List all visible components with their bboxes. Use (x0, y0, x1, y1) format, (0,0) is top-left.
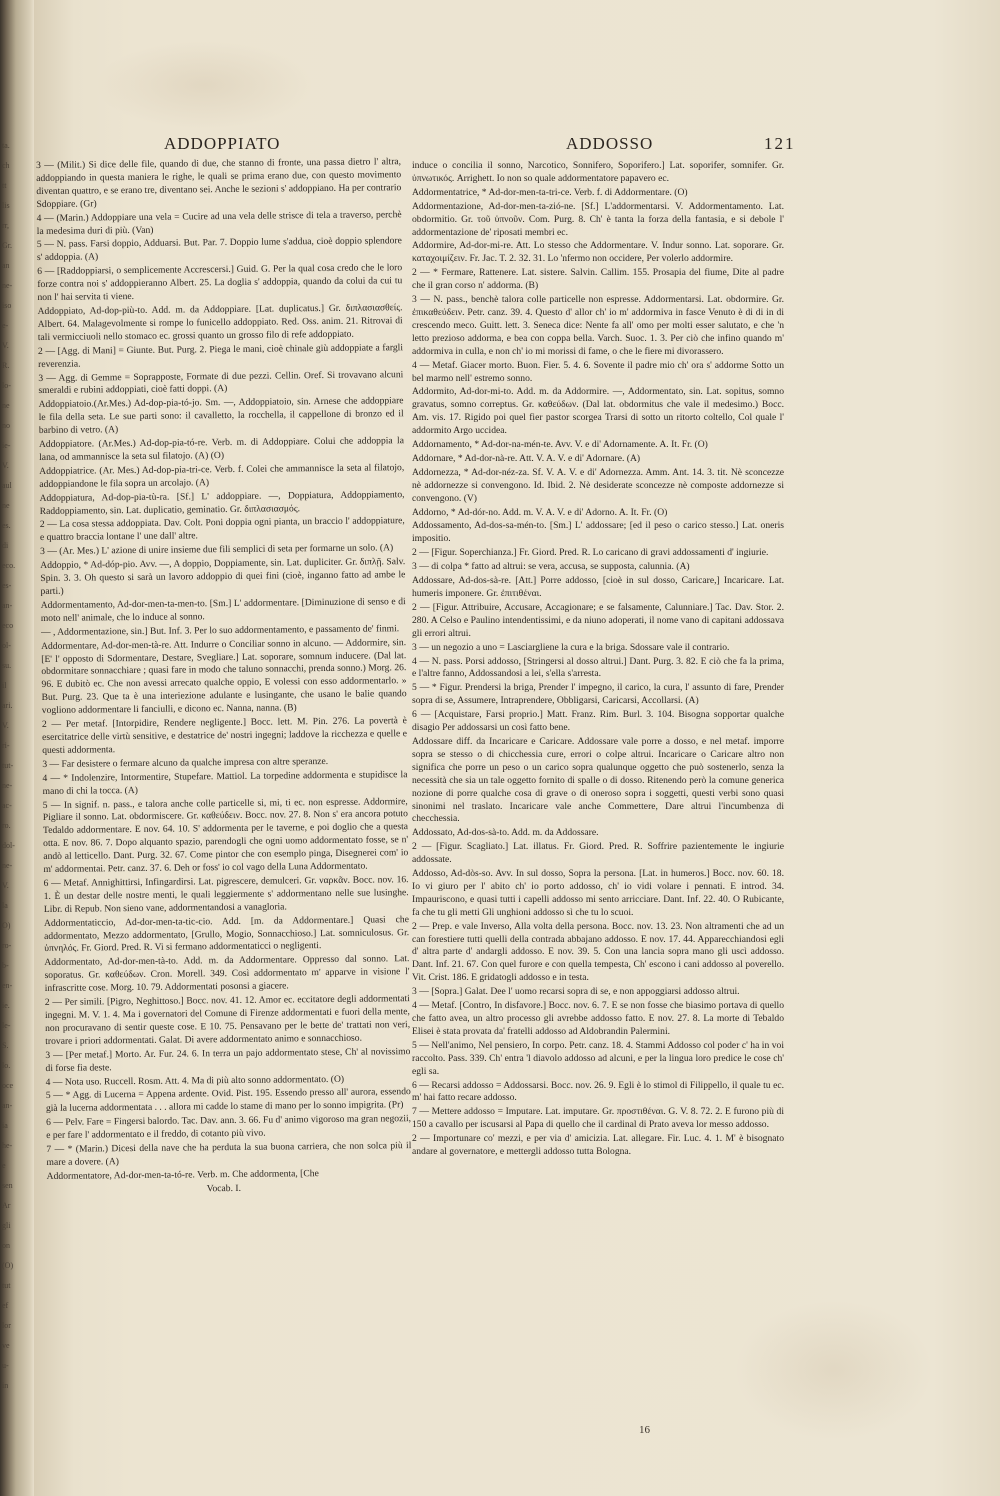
dictionary-entry: Addornezza, * Ad-dor-néz-za. Sf. V. A. V. e di' Adornezza. Amm. Ant. 14. 3. tit. Nè sconcezze nè addornezze si convengono. Id. Ibid. 2. Nè desiderate sconcezze nè composte addornezze si convengono. (V) (412, 466, 784, 504)
dictionary-entry: 4 — (Marin.) Addoppiare una vela = Cucire ad una vela delle strisce di tela a traverso, perchè la medesima duri di più. (Van) (36, 208, 402, 237)
dictionary-entry: 4 — Nota uso. Ruccell. Rosm. Att. 4. Ma di più alto sonno addormentato. (O) (45, 1073, 345, 1088)
facing-page-fragment: ri- (2, 741, 10, 750)
dictionary-entry: 3 — (Ar. Mes.) L' azione di unire insieme due fili semplici di seta per formarne un solo. (A) (40, 542, 394, 558)
dictionary-entry: Addormentatore, Ad-dor-men-ta-tó-re. Verb. m. Che addormenta, [Che (46, 1167, 319, 1182)
dictionary-entry: 2 — [Agg. di Mani] = Giunte. But. Purg. 2. Piega le mani, cioè chinale giù addoppiate a fargli reverenzia. (37, 341, 404, 370)
dictionary-entry: 4 — N. pass. Porsi addosso, [Stringersi al dosso altrui.] Dant. Purg. 3. 82. E ciò che fa la prima, e l'altre fanno, Addossandosi a lei, s'ella s'arresta. (412, 655, 784, 680)
dictionary-page (34, 0, 1000, 1496)
facing-page-fragment: ne- (2, 781, 13, 790)
facing-page-fragment: R. (2, 361, 10, 370)
facing-page-fragment: dol- (2, 841, 15, 850)
facing-page-fragment: es- (2, 581, 12, 590)
facing-page-fragment: ro. (2, 821, 11, 830)
facing-page-fragment: on (2, 1241, 10, 1250)
dictionary-entry: Addoppio, * Ad-dóp-pio. Avv. —, A doppio, Doppiamente, sin. Lat. dupliciter. Gr. διπλῇ. Salv. Spin. 3. 3. Oh questo si sarà un lavoro addoppio di quei fini (cioè, inganno fatto ad ambe le parti.) (40, 556, 406, 597)
facing-page-fragment: il (2, 681, 7, 690)
dictionary-entry: 2 — La cosa stessa addoppiata. Dav. Colt. Poni doppia ogni pianta, un braccio l' addoppiature, e quattro braccia lontane l' une dall' altre. (39, 515, 405, 544)
facing-page-fragment: V. (2, 881, 9, 890)
facing-page-fragment: lo. (2, 1061, 11, 1070)
dictionary-entry: 5 — Nell'animo, Nel pensiero, In corpo. Petr. canz. 18. 4. Stammi Addosso col poder c' ha in voi raccolto. Pass. 339. Ch' entra 'l diavolo addosso ad alcuni, e per la lingua loro predice le cose ch' egli sa. (412, 1039, 784, 1077)
right-column (412, 160, 784, 1440)
dictionary-entry: Addormentazione, Ad-dor-men-ta-zió-ne. [Sf.] L'addormentarsi. V. Addormentamento. Lat. obdormitio. Gr. τοῦ ὑπνοῦν. Com. Purg. 8. Ch' è tanta la forza della fantasia, e si debole l' addormentazione de' riposati membri ec. (412, 200, 784, 238)
dictionary-entry: Addossato, Ad-dos-sà-to. Add. m. da Addossare. (412, 827, 599, 839)
facing-page-fragment: tut (2, 1281, 11, 1290)
facing-page-fragment: es. (2, 521, 11, 530)
dictionary-entry: Addoppiato, Ad-dop-più-to. Add. m. da Addoppiare. [Lat. duplicatus.] Gr. διπλασιασθείς. Albert. 64. Malagevolmente si rompe lo funicello addoppiato. Red. Oss. anim. 21. Ritrovai di tali vermicciuoli nello stomaco ec. grossi quanto un grosso filo di refe addoppiato. (37, 302, 403, 343)
running-header (34, 134, 1000, 160)
dictionary-entry: 2 — Per metaf. [Intorpidire, Rendere negligente.] Bocc. lett. M. Pin. 276. La povertà è esercitatrice delle virtù sensitive, e destatrice de' nostri ingegni; laddove la ricchezza e quelle e questi addormenta. (41, 715, 408, 756)
dictionary-entry: 3 — [Sopra.] Galat. Dee l' uomo recarsi sopra di se, e non appoggiarsi addosso altrui. (412, 986, 740, 998)
facing-page-fragment: O) (2, 921, 11, 930)
facing-page-fragment: ro- (2, 941, 12, 950)
dictionary-entry: 5 — In signif. n. pass., e talora anche colle particelle si, mi, ti ec. non espresse. Addormire, Pigliare il sonno. Lat. obdormiscere. Gr. καθεύδειν. Bocc. nov. 27. 8. Non s' era ancora potuto Tedaldo addormentare. E nov. 64. 10. S' addormenta per le taverne, e poi doglio che a questa otta. E nov. 86. 7. Dopo alquanto spazio, parendogli che ogni uomo addormentato fosse, se n' andò al letticello. Dant. Purg. 32. 67. Come pintor che con esemplo pinga, Disegnerei com' io m' addormentai. Petr. canz. 37. 6. Deh or foss' io col vago della Luna Addormentato. (42, 795, 409, 875)
dictionary-entry: 5 — N. pass. Farsi doppio, Adduarsi. But. Par. 7. Doppio lume s'addua, cioè doppio splendore s' addoppia. (A) (36, 235, 402, 264)
facing-page-edge (0, 0, 34, 1496)
dictionary-entry: Addoppiatura, Ad-dop-pia-tù-ra. [Sf.] L' addoppiare. —, Doppiatura, Addoppiamento, Raddoppiamento, sin. Lat. duplicatio, geminatio. Gr. διπλασιασμός. (39, 488, 405, 517)
dictionary-entry: 7 — * (Marin.) Dicesi della nave che ha perduta la sua buona carriera, che non solca più il mare a dovere. (A) (46, 1140, 412, 1168)
facing-page-fragment: in (2, 1381, 9, 1390)
header-right-word: ADDOSSO (566, 134, 654, 153)
facing-page-fragment: u- (2, 1361, 9, 1370)
dictionary-entry: 2 — Prep. e vale Inverso, Alla volta della persona. Bocc. nov. 13. 23. Non altramenti che ad un can forestiere tutti quelli della contrada abbajano addosso. E nov. 17. 44. Apparecchiandosi egli d' altra parte d' andargli addosso. E nov. 39. 5. Con una lancia sopra mano gli uscì addosso. Dant. Inf. 21. 67. Con quel furore e con quella tempesta, Ch' escono i cani addosso al poverello. Vit. Crist. 186. E gridatogli addosso e in testa. (412, 920, 784, 984)
dictionary-entry: 3 — un negozio a uno = Lasciargliene la cura e la briga. Sdossare vale il contrario. (412, 641, 730, 653)
facing-page-fragment: V. (2, 461, 9, 470)
facing-page-fragment: S. (2, 1041, 9, 1050)
dictionary-entry: 3 — (Milit.) Si dice delle file, quando di due, che stanno di fronte, una passa dietro l' altra, addoppiando in questa maniera le righe, le quali se prima erano due, con questo movimento diventan quattro, e se erano tre, diventano sei. Anche le sezioni s' addoppiano. Ha per contrario Sdoppiare. (Gr) (36, 156, 402, 210)
facing-page-fragment: gli (2, 1221, 11, 1230)
dictionary-entry: 2 — [Figur. Scagliato.] Lat. illatus. Fr. Giord. Pred. R. Soffrire pazientemente le ingiurie addossate. (412, 841, 784, 866)
facing-page-fragment: ne- (2, 281, 13, 290)
facing-page-fragment: ol- (2, 641, 11, 650)
facing-page-fragment: ve (2, 1341, 10, 1350)
dictionary-entry: 3 — [Per metaf.] Morto. Ar. Fur. 24. 6. In terra un pajo addormentato stese, Ch' al novissimo di forse fia deste. (45, 1045, 411, 1074)
facing-page-fragment: lis (2, 201, 10, 210)
facing-page-fragment: an- (2, 1101, 13, 1110)
facing-page-fragment: eco. (2, 561, 16, 570)
dictionary-entry: Addormire, Ad-dor-mi-re. Att. Lo stesso che Addormentare. V. Indur sonno. Lat. soporare. Gr. καταχοιμίζειν. Fr. Jac. T. 2. 32. 31. Lo 'nfermo non occidere, Per volerlo addormire. (412, 240, 784, 265)
dictionary-entry: 6 — [Acquistare, Farsi proprio.] Matt. Franz. Rim. Burl. 3. 104. Bisogna sopportar qualche disagio Per addossarsi un così fatto bene. (412, 709, 784, 734)
paper-stain (94, 40, 314, 130)
facing-page-fragment: e- (2, 321, 9, 330)
facing-page-fragment: en- (2, 981, 13, 990)
facing-page-fragment: ari. (2, 701, 13, 710)
facing-page-fragment: an (2, 261, 10, 270)
dictionary-entry: 3 — di colpa * fatto ad altrui: se vera, accusa, se supposta, calunnia. (A) (412, 561, 690, 573)
dictionary-entry: 6 — Pelv. Fare = Fingersi balordo. Tac. Dav. ann. 3. 66. Fu d' animo vigoroso ma gran negozii, e per fare l' addormentato e il freddo, di cotanto più vivo. (46, 1113, 412, 1142)
facing-page-fragment: ch (2, 161, 10, 170)
facing-page-fragment: ne- (2, 861, 13, 870)
facing-page-fragment: ie- (2, 441, 11, 450)
dictionary-entry: induce o concilia il sonno, Narcotico, Sonnifero, Soporifero.] Lat. soporifer, somnifer. Gr. ὑπνωτικός. Arrighett. Io non so quale addormentatore papavero ec. (412, 160, 784, 184)
facing-page-fragment: ia (2, 1121, 8, 1130)
dictionary-entry: Addormentare, Ad-dor-men-tà-re. Att. Indurre o Conciliar sonno in alcuno. — Addormire, sin. [E' l' opposto di Sdormentare, Destare, Svegliare.] Lat. soporare, somnum inducere. (Dal lat. obdormitare sonnacchiare ; quasi fare in modo che taluno sonnacchi, prenda sonno.) Morg. 26. 96. E dubitò ec. Che non avessi arrecato qualche oppio, E volessi con esso addormentarlo. » But. Purg. 23. Que ta è una interiezione adulante e lusingante, che usano le balie quando vogliono addormentare li fanciulli, e dicono ec. Nanna, nanna. (B) (41, 636, 407, 717)
dictionary-entry: Addornare, * Ad-dor-nà-re. Att. V. A. V. e di' Adornare. (A) (412, 452, 641, 464)
facing-page-fragment: V. (2, 721, 9, 730)
dictionary-entry: 6 — [Raddoppiarsi, o semplicemente Accrescersi.] Guid. G. Per la qual cosa credo che le loro forze contra noi s' addoppieranno Albert. 25. La doglia s' addoppia, quando da colui da cui tu non l' hai servita ti viene. (37, 262, 403, 304)
facing-page-fragment: ef (2, 1301, 9, 1310)
dictionary-entry: 3 — Far desistere o fermare alcuno da qualche impresa con altre speranze. (42, 755, 329, 770)
volume-footer: Vocab. I. (206, 1182, 242, 1195)
facing-page-fragment: e (2, 1161, 6, 1170)
dictionary-entry: 4 — * Indolenzire, Intormentire, Stupefare. Mattiol. La torpedine addormenta e stupidisce la mano di chi la tocca. (A) (42, 768, 408, 797)
left-column (36, 156, 414, 1440)
dictionary-entry: Addormentatrice, * Ad-dor-men-ta-tri-ce. Verb. f. di Addormentare. (O) (412, 186, 688, 198)
facing-page-fragment: ne (2, 401, 10, 410)
dictionary-entry: 6 — Recarsi addosso = Addossarsi. Bocc. nov. 26. 9. Egli è lo stimol di Filippello, il quale tu ec. m' hai fatto recare addosso. (412, 1079, 784, 1104)
dictionary-entry: 3 — N. pass., benchè talora colle particelle non espresse. Addormentarsi. Lat. obdormire. Gr. ἐπικαθεύδειν. Petr. canz. 39. 4. Questo d' allor ch' io m' addormiva in fasce Venuto è di di in di crescendo meco. Guitt. lett. 3. Seneca dice: Nente fa all' omo per molti esser salutato, e che 'n letto prezioso addorma, e bea con coppa bella. Varch. Suoc. 1. 3. Per ciò che infino quando m' addormiva in culla, e non ch' io mi morissi di fame, o che le fiere mi divorassero. (412, 294, 784, 357)
header-left-word: ADDOPPIATO (164, 134, 281, 153)
dictionary-entry: 2 — * Fermare, Rattenere. Lat. sistere. Salvin. Callim. 155. Prosapia del fiume, Dite al padre che il gran corso n' addorma. (B) (412, 267, 784, 292)
facing-page-fragment: lor (2, 1321, 11, 1330)
facing-page-fragment: ac- (2, 801, 12, 810)
dictionary-entry: — , Addormentazione, sin.] But. Inf. 3. Per lo suo addormentamento, e passamento de' finmi. (40, 622, 400, 638)
facing-page-fragment: tt (2, 181, 7, 190)
dictionary-entry: Addorno, * Ad-dór-no. Add. m. V. A. V. e di' Adorno. A. It. Fr. (O) (412, 506, 668, 518)
facing-page-fragment: no (2, 421, 10, 430)
dictionary-entry: Addoppiatrice. (Ar. Mes.) Ad-dop-pia-tri-ce. Verb. f. Colei che ammannisce la seta al filatojo, addoppiandone le fila sopra un arcolajo. (A) (39, 462, 405, 490)
facing-page-fragment: ta. (2, 141, 10, 150)
dictionary-entry: Addoppiatore. (Ar.Mes.) Ad-dop-pia-tó-re. Verb. m. di Addoppiare. Colui che addoppia la lana, od ammannisce la seta sul filatojo. (A) (O) (38, 435, 405, 463)
dictionary-entry: 2 — Importunare co' mezzi, e per via d' amicizia. Lat. allegare. Fir. Luc. 4. 1. M' è bisognato andare al governatore, e mettergli addosso tutta Bologna. (412, 1133, 784, 1158)
page-number: 121 (764, 134, 796, 153)
facing-page-fragment: he- (2, 1141, 13, 1150)
dictionary-entry: 6 — Metaf. Annighittirsi, Infingardirsi. Lat. pigrescere, demulceri. Gr. ναρκᾶν. Bocc. nov. 16. 1. È un destar delle nostre menti, le quali leggiermente s' addormentano nelle sue lusinghe. Libr. di Repub. Non sieno vane, addormentandosi a vanagloria. (43, 874, 409, 915)
dictionary-entry: Addossamento, Ad-dos-sa-mén-to. [Sm.] L' addossare; [ed il peso o carico stesso.] Lat. oneris impositio. (412, 520, 784, 545)
signature-mark: 16 (639, 1424, 650, 1436)
facing-page-fragment: Ar (2, 1201, 11, 1210)
dictionary-entry: Addormentaticcio, Ad-dor-men-ta-tic-cio. Add. [m. da Addormentare.] Quasi che addormentato, Mezzo addormentato, [Grullo, Mogio, Sonnacchioso.] Lat. somniculosus. Gr. ὑπνηλός. Fr. Giord. Pred. R. Vi si fermano addormentaticci o negligenti. (43, 913, 410, 955)
facing-page-fragment: ie. (2, 1001, 10, 1010)
facing-page-fragment: V. (2, 341, 9, 350)
dictionary-entry: Addormito, Ad-dor-mi-to. Add. m. da Addormire. —, Addormentato, sin. Lat. sopitus, somno gravatus, somno correptus. Gr. καθεύδων. (Dal lat. obdormitus che vale il medesimo.) Bocc. Am. vis. 17. Rigido poi quel fier pastor scorgea Trarsi di sotto un ritorto coltello, Col quale l' addormito Argo uccidea. (412, 386, 784, 437)
facing-page-fragment: su. (2, 661, 12, 670)
facing-page-fragment: Gr. (2, 241, 12, 250)
dictionary-entry: Addossare, Ad-dos-sà-re. [Att.] Porre addosso, [cioè in sul dosso, Caricare,] Incaricare. Lat. humeris imponere. Gr. ἐπιτιθέναι. (412, 575, 784, 599)
facing-page-fragment: ne (2, 501, 10, 510)
dictionary-entry: 2 — Per simili. [Pigro, Neghittoso.] Bocc. nov. 41. 12. Amor ec. eccitatore degli addormentati ingegni. M. V. 1. 4. Ma i governatori del Comune di Firenze addormentati e fuori della mente, non procuravano di sentir queste cose. E 10. 75. Pensavano per le bette de' trattati non veri, trovare i priori addormentati. Galat. Di avere addormentato animo e sonnacchioso. (44, 993, 411, 1047)
dictionary-entry: Addossare diff. da Incaricare e Caricare. Addossare vale porre a dosso, e nel metaf. imporre sopra se stesso o di chicchessia cure, errori o colpe altrui. Incaricare o Caricare altro non significa che porre un peso o un carico sopra qualunque oggetto che può sostenerlo, senza la necessità che sia un tale oggetto fornito di spalle o di dosso. Ritenendo però la comune generica nozione di porre qualche cosa di grave o di oneroso sopra i soggetti, questi verbi sono quasi sinonimi nel traslato. Incaricare vale anche Commettere, Dare altrui l'incumbenza di checchessia. (412, 735, 784, 825)
facing-page-fragment: aul (2, 481, 12, 490)
facing-page-fragment: eco (2, 621, 14, 630)
dictionary-entry: 4 — Metaf. [Contro, In disfavore.] Bocc. nov. 6. 7. E se non fosse che biasimo portava di quello che fatto avea, un altro processo gli avrebbe addosso fatto. E nov. 27. 8. La morte di Tebaldo Elisei è stata provata da' fratelli addosso ad Aldobrandin Palermini. (412, 1000, 784, 1037)
facing-page-fragment: (O) (2, 1261, 14, 1270)
facing-page-fragment: an- (2, 601, 13, 610)
dictionary-entry: Addormentato, Ad-dor-men-tà-to. Add. m. da Addormentare. Oppresso dal sonno. Lat. soporatus. Gr. καθεύδων. Cron. Morell. 349. Così addormentato m' apparve in visione l' infrascritte cose. Morg. 10. 79. Addormentati posonsi a giacere. (44, 953, 410, 995)
facing-page-fragment: lo- (2, 381, 11, 390)
facing-page-fragment: tut- (2, 761, 14, 770)
facing-page-fragment: sen (2, 1181, 13, 1190)
facing-page-fragment: le- (2, 1021, 11, 1030)
dictionary-entry: 3 — Agg. di Gemme = Soprapposte, Formate di due pezzi. Cellin. Oref. Si trovavano alcuni smeraldi e rubini addoppiati, cioè fatti doppi. (A) (38, 368, 404, 397)
dictionary-entry: 4 — Metaf. Giacer morto. Buon. Fier. 5. 4. 6. Sovente il padre mio ch' ora s' addorme Sotto un bel marmo nell' estremo sonno. (412, 359, 784, 384)
dictionary-entry: 2 — [Figur. Attribuire, Accusare, Accagionare; e se falsamente, Calunniare.] Tac. Dav. Stor. 2. 280. A Celso e Paulino intendentissimi, e da niuno adoperati, il nome vano di capitani addossava gli errori altrui. (412, 601, 784, 639)
facing-page-fragment: di (2, 541, 9, 550)
dictionary-entry: Addosso, Ad-dòs-so. Avv. In sul dosso, Sopra la persona. [Lat. in humeros.] Bocc. nov. 60. 18. Io vi giuro per l' abito ch' io porto addosso, ch' io vidi volare i pennati. E introd. 34. Impauriscono, e quasi tutti i capelli addosso mi sento arricciare. Dant. Inf. 22. 40. O Rubicante, fa che tu gli metti Gli unghioni addosso sì che tu lo scuoi. (412, 868, 784, 918)
dictionary-entry: Addoppiatoio.(Ar.Mes.) Ad-dop-pia-tó-jo. Sm. —, Addoppiatoio, sin. Arnese che addoppiare le fila della seta. Le sue parti sono: il cavalletto, la rocchella, il cappellone di bronzo ed il barbino di vetro. (A) (38, 395, 404, 437)
dictionary-entry: 7 — Mettere addosso = Imputare. Lat. imputare. Gr. προστιθέναι. G. V. 8. 72. 2. E furono più di 150 a cavallo per iscusarsi al Papa di quello che il cardinal di Prato aveva lor messo addosso. (412, 1106, 784, 1131)
facing-page-fragment: b- (2, 961, 9, 970)
dictionary-entry: Addormentamento, Ad-dor-men-ta-men-to. [Sm.] L' addormentare. [Diminuzione di senso e di moto nell' animale, che lo induce al sonno. (40, 596, 406, 624)
dictionary-entry: 2 — [Figur. Soperchianza.] Fr. Giord. Pred. R. Lo caricano di gravi addossamenti d' ingiurie. (412, 547, 769, 559)
dictionary-entry: 5 — * Agg. di Lucerna = Appena ardente. Ovid. Pist. 195. Essendo presso all' aurora, essendo già la lucerna addormentata . . . allora mi cadde lo stame di mano per lo sonno impigrita. (Pr) (45, 1086, 411, 1115)
facing-page-fragment: oce (2, 1081, 14, 1090)
dictionary-entry: Addornamento, * Ad-dor-na-mén-te. Avv. V. e di' Adornamente. A. It. Fr. (O) (412, 439, 708, 451)
facing-page-fragment: rr, (2, 221, 10, 230)
facing-page-fragment: iso (2, 301, 12, 310)
facing-page-fragment: la (2, 901, 8, 910)
dictionary-entry: 5 — * Figur. Prendersi la briga, Prender l' impegno, il carico, la cura, l' assunto di fare, Prender sopra di se, Assumere, Intraprendere, Obbligarsi, Caricarsi, Accollarsi. (A) (412, 682, 784, 707)
